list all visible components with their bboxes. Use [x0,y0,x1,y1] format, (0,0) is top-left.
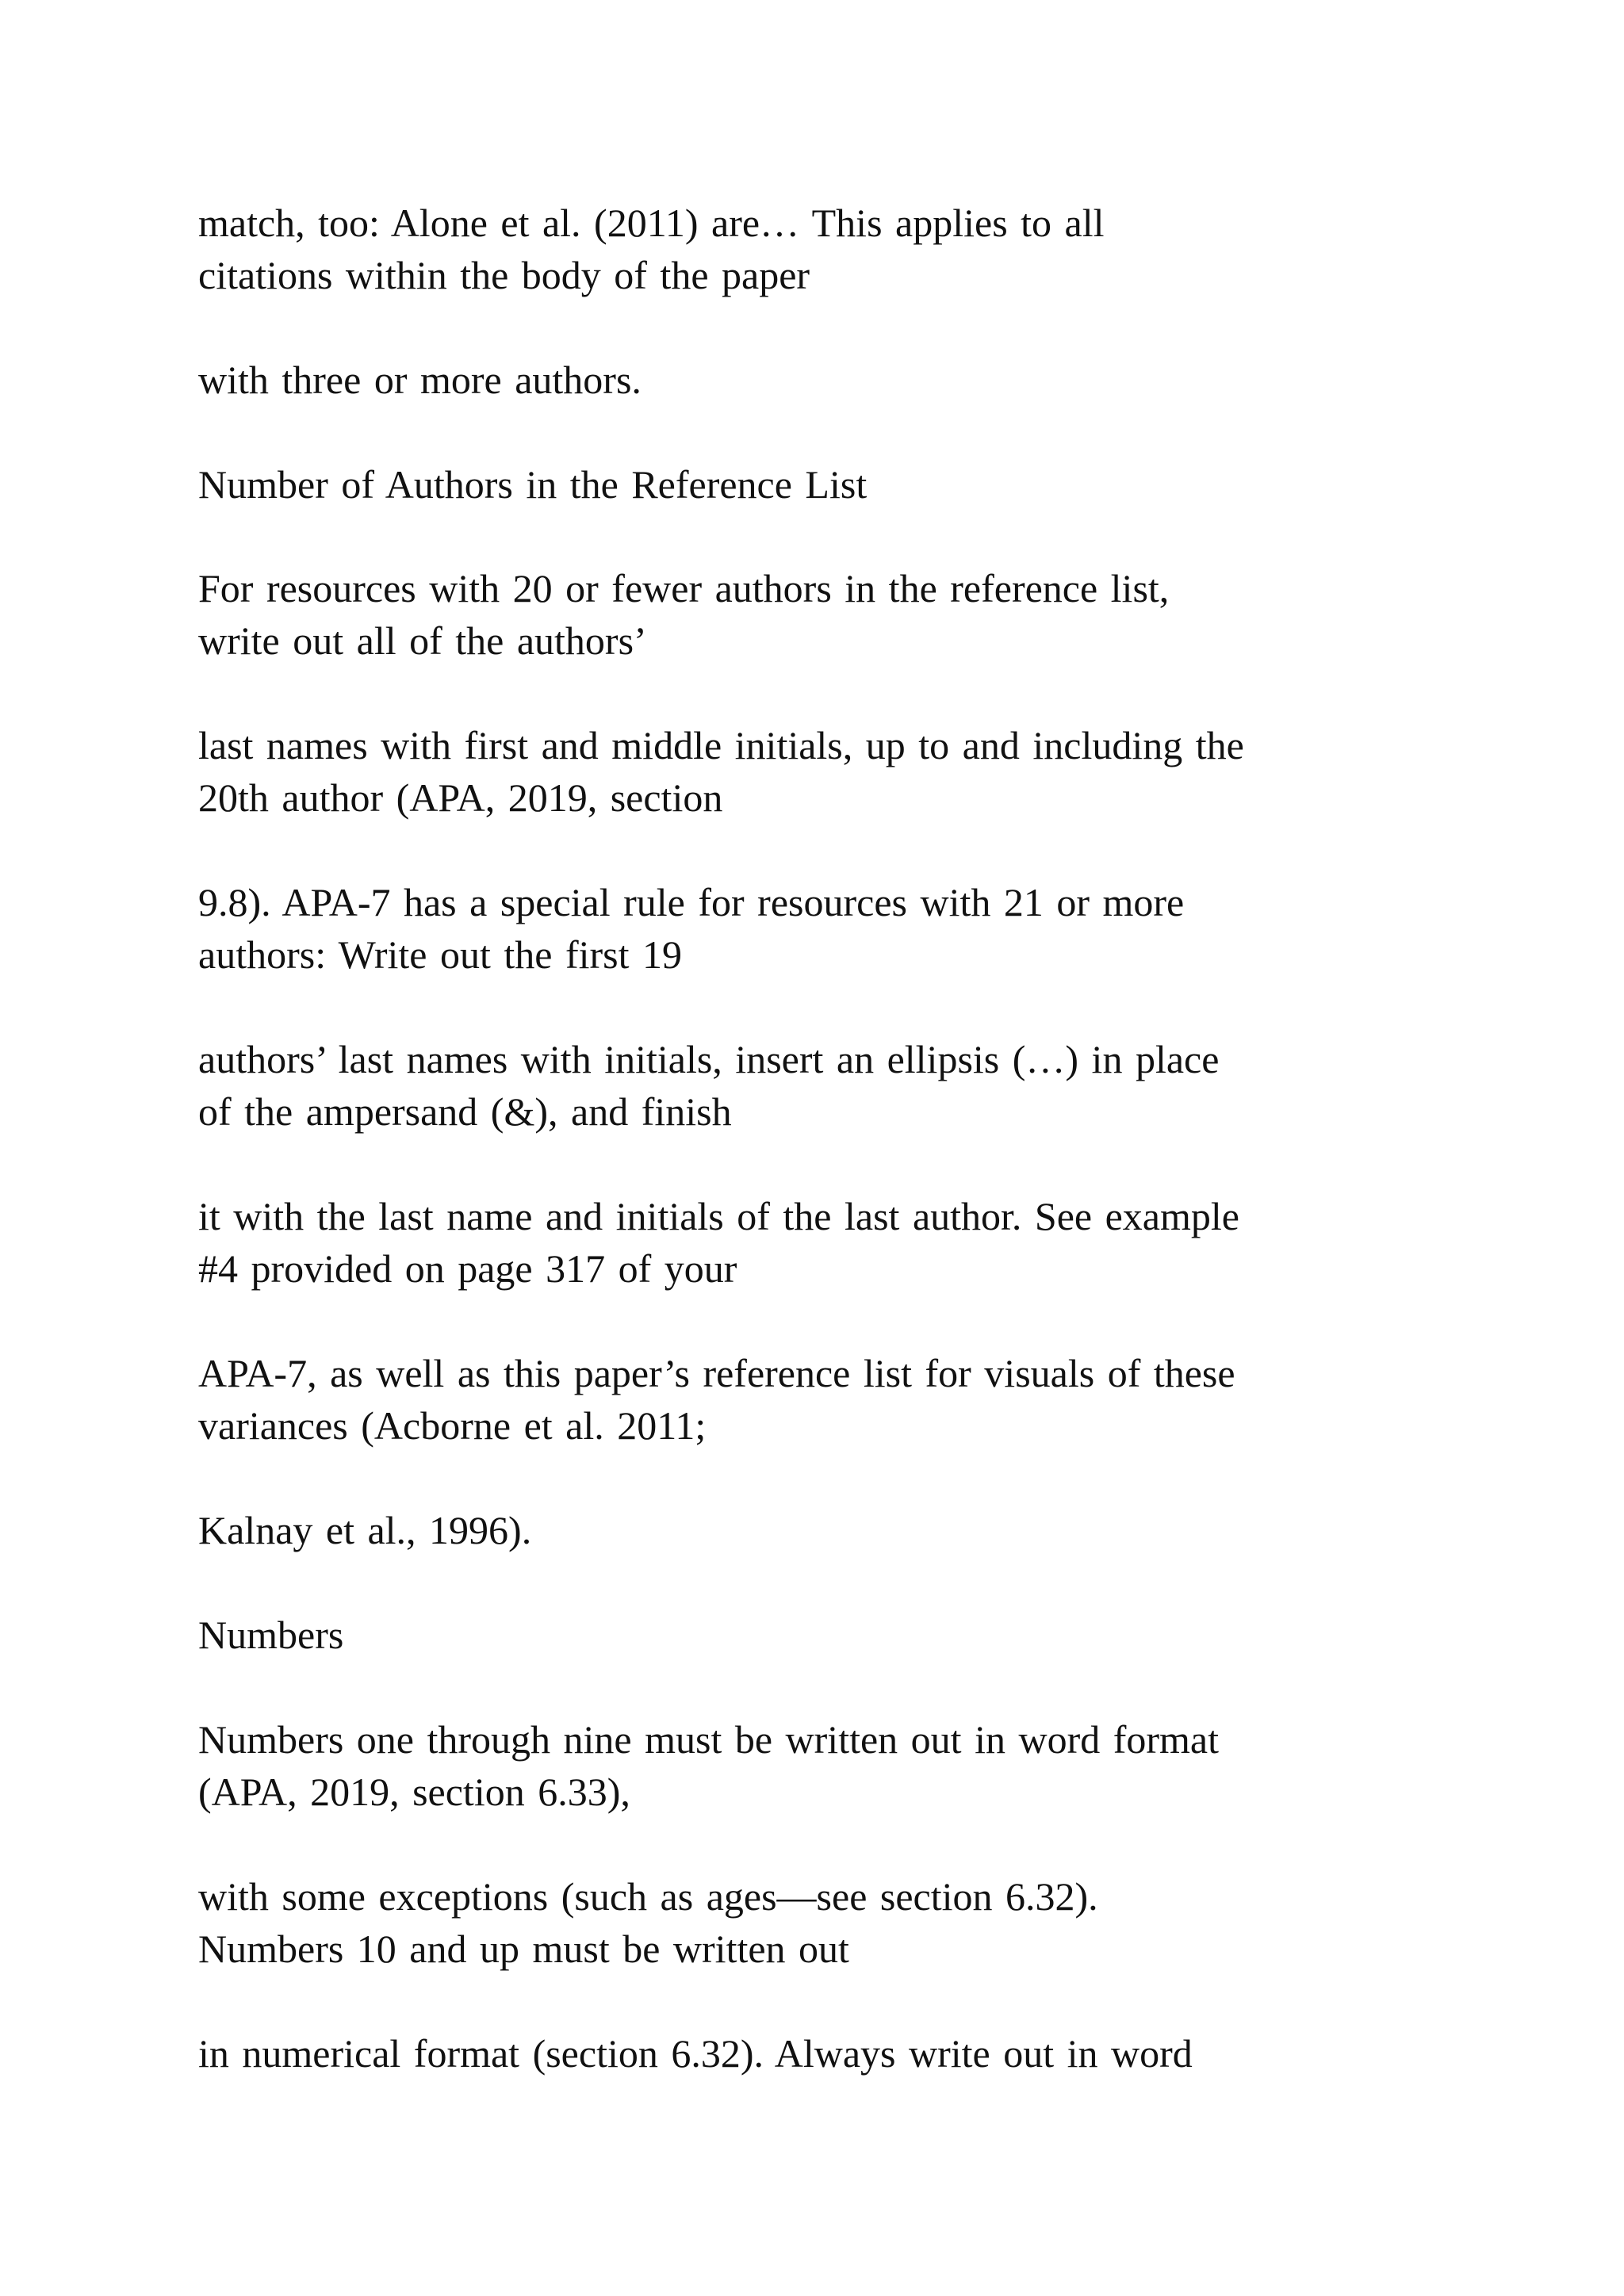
text-line: last names with first and middle initials, up to and including the [198,723,1244,767]
section-heading-authors [198,458,1515,511]
paragraph-4 [198,719,1515,824]
text-line: authors: Write out the first 19 [198,932,683,977]
paragraph-12 [198,2027,1515,2080]
paragraph-3 [198,562,1515,667]
text-line: with three or more authors. [198,358,642,402]
paragraph-5 [198,876,1515,981]
text-line: it with the last name and initials of the last author. See example [198,1194,1239,1238]
paragraph-6 [198,1033,1515,1138]
paragraph-7 [198,1190,1515,1295]
text-line: Numbers one through nine must be written out in word format [198,1717,1219,1762]
text-line: write out all of the authors’ [198,618,647,663]
section-heading-numbers [198,1609,1515,1661]
text-line: Kalnay et al., 1996). [198,1508,532,1552]
text-line: 20th author (APA, 2019, section [198,775,723,820]
text-line: #4 provided on page 317 of your [198,1246,737,1291]
text-line: of the ampersand (&), and finish [198,1089,732,1134]
text-line: match, too: Alone et al. (2011) are… This applies to all [198,201,1105,245]
text-line: variances (Acborne et al. 2011; [198,1403,707,1448]
text-line: Numbers [198,1613,344,1657]
text-line: 9.8). APA-7 has a special rule for resources with 21 or more [198,880,1185,924]
paragraph-9 [198,1504,1515,1556]
text-line: Numbers 10 and up must be written out [198,1927,849,1971]
text-line: For resources with 20 or fewer authors in the reference list, [198,566,1170,610]
text-line: citations within the body of the paper [198,253,810,297]
paragraph-2 [198,354,1515,406]
text-line: Number of Authors in the Reference List [198,462,868,507]
paragraph-8 [198,1347,1515,1452]
text-line: in numerical format (section 6.32). Always write out in word [198,2031,1193,2076]
text-line: (APA, 2019, section 6.33), [198,1770,630,1814]
paragraph-1 [198,197,1515,301]
text-line: with some exceptions (such as ages—see section 6.32). [198,1874,1098,1919]
text-line: APA-7, as well as this paper’s reference list for visuals of these [198,1351,1235,1395]
text-line: authors’ last names with initials, insert an ellipsis (…) in place [198,1037,1220,1081]
paragraph-10 [198,1713,1515,1818]
paragraph-11 [198,1870,1515,1975]
